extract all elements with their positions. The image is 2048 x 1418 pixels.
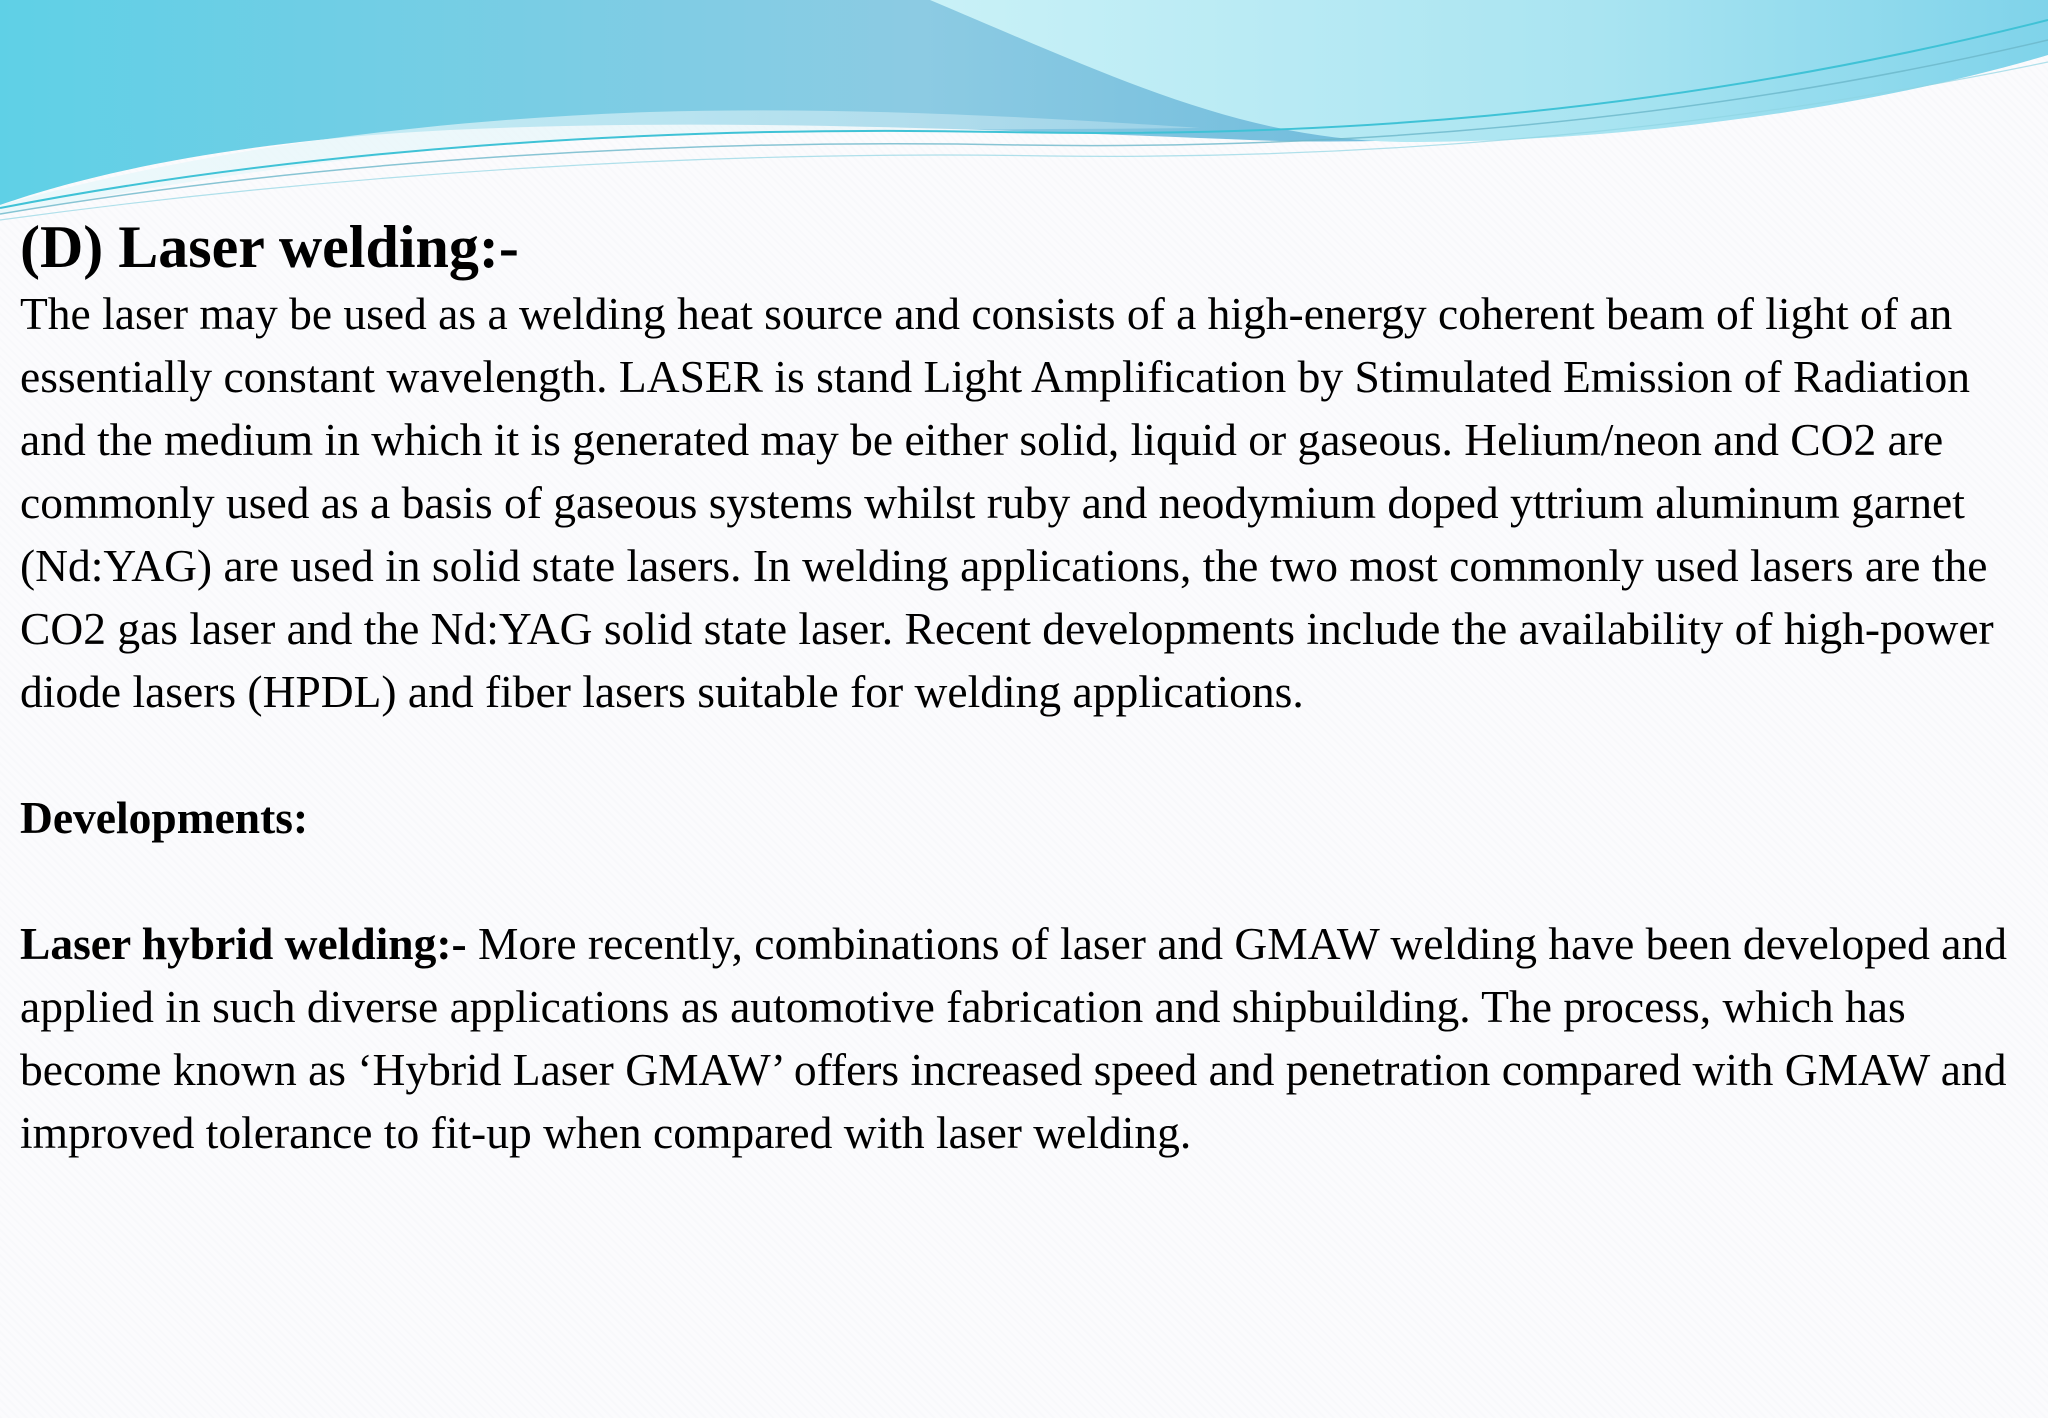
hybrid-welding-text: More recently, combinations of laser and GMAW welding have been developed and applied in such diverse applications as automotive fabrication and shipbuilding. The process, which has become known as ‘Hybrid Laser GMAW’ offers increased speed and penetration compared with GMAW and improved tolerance to fit-up when compared with laser welding.: [20, 918, 2007, 1158]
developments-heading: Developments:: [20, 792, 309, 843]
hybrid-welding-lead: Laser hybrid welding:-: [20, 918, 467, 969]
hybrid-welding-paragraph: [20, 912, 2035, 1164]
slide-content: [20, 212, 2035, 1164]
slide-heading: (D) Laser welding:-: [20, 214, 519, 280]
header-wave-decoration: [0, 0, 2048, 230]
intro-paragraph: The laser may be used as a welding heat source and consists of a high-energy coherent beam of light of an essentially constant wavelength. LASER is stand Light Amplification by Stimulated Emission of Radiation and the medium in which it is generated may be either solid, liquid or gaseous. Helium/neon and CO2 are commonly used as a basis of gaseous systems whilst ruby and neodymium doped yttrium aluminum garnet (Nd:YAG) are used in solid state lasers. In welding applications, the two most commonly used lasers are the CO2 gas laser and the Nd:YAG solid state laser. Recent developments include the availability of high-power diode lasers (HPDL) and fiber lasers suitable for welding applications.: [20, 288, 1994, 717]
